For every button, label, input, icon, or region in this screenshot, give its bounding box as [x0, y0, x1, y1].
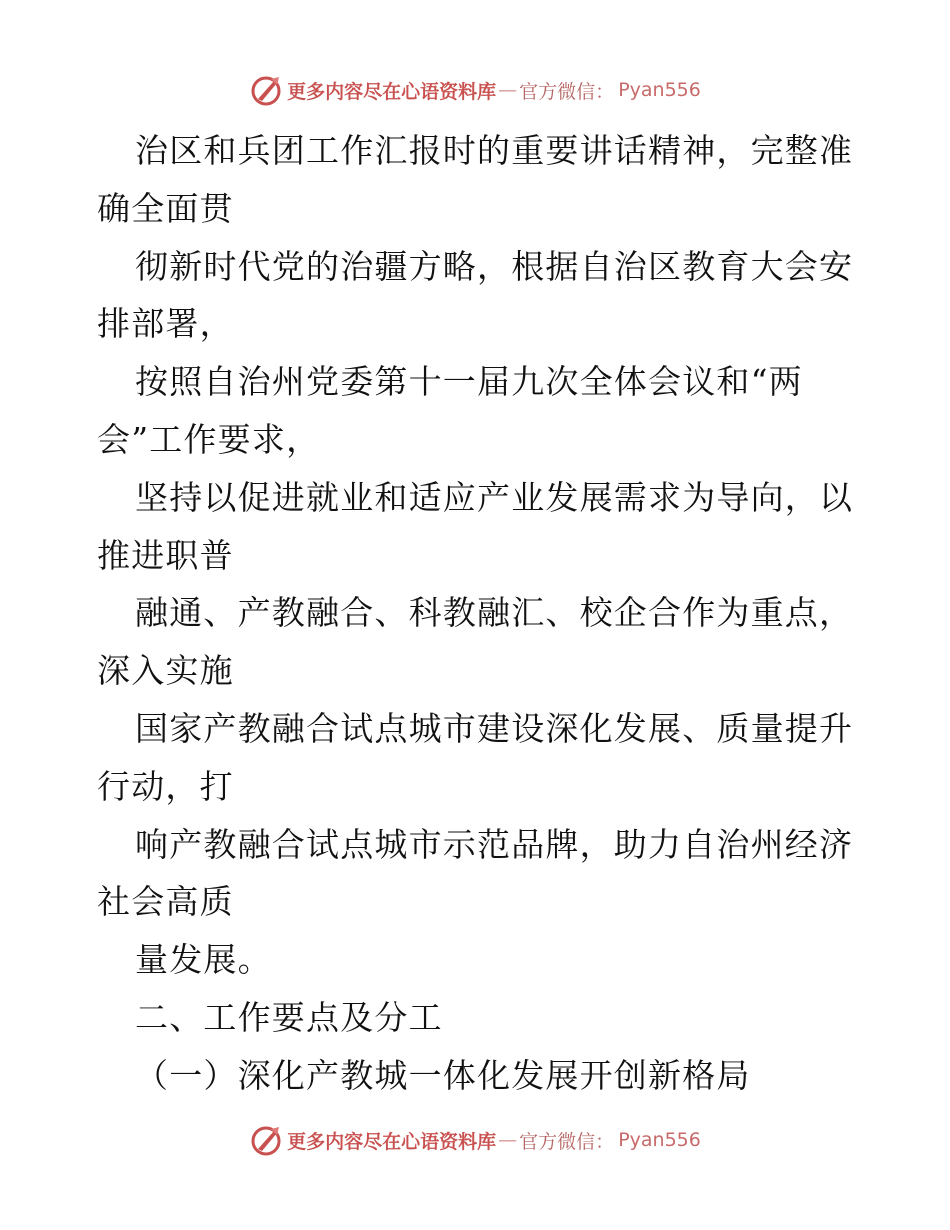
text-line: 会”工作要求，	[97, 419, 321, 459]
text-line: 坚持以促进就业和适应产业发展需求为导向，以	[135, 477, 854, 517]
text-line: 排部署，	[97, 304, 234, 344]
watermark-official-label: 官方微信：	[519, 80, 615, 103]
subsection-heading: （一）深化产教城一体化发展开创新格局	[135, 1055, 751, 1095]
text-line: 社会高质	[97, 882, 234, 922]
text-line: 治区和兵团工作汇报时的重要讲话精神，完整准	[135, 131, 854, 170]
text-line: 响产教融合试点城市示范品牌，助力自治州经济	[135, 824, 854, 864]
text-line: 按照自治州党委第十一届九次全体会议和“两	[135, 362, 803, 402]
header-watermark	[0, 70, 950, 110]
watermark-brand: 更多内容尽在心语资料库	[287, 80, 497, 103]
text-line: 推进职普	[97, 535, 234, 575]
text-line: 量发展。	[135, 940, 272, 980]
text-line: 深入实施	[97, 651, 234, 691]
document-body	[97, 122, 877, 1105]
watermark-dash: —	[498, 79, 518, 101]
section-heading: 二、工作要点及分工	[135, 997, 443, 1037]
text-line: 行动，打	[97, 766, 234, 806]
watermark-wechat-id: Pyan556	[618, 1129, 701, 1151]
text-line: 确全面贯	[97, 188, 234, 228]
watermark-brand: 更多内容尽在心语资料库	[287, 1130, 497, 1153]
text-line: 融通、产教融合、科教融汇、校企合作为重点，	[135, 593, 854, 633]
quill-logo-icon	[249, 1123, 283, 1157]
text-line: 彻新时代党的治疆方略，根据自治区教育大会安	[135, 246, 854, 286]
watermark-official-label: 官方微信：	[519, 1130, 615, 1153]
footer-watermark	[0, 1120, 950, 1160]
watermark-wechat-id: Pyan556	[618, 79, 701, 101]
text-line: 国家产教融合试点城市建设深化发展、质量提升	[135, 708, 854, 748]
watermark-dash: —	[498, 1129, 518, 1151]
quill-logo-icon	[249, 73, 283, 107]
